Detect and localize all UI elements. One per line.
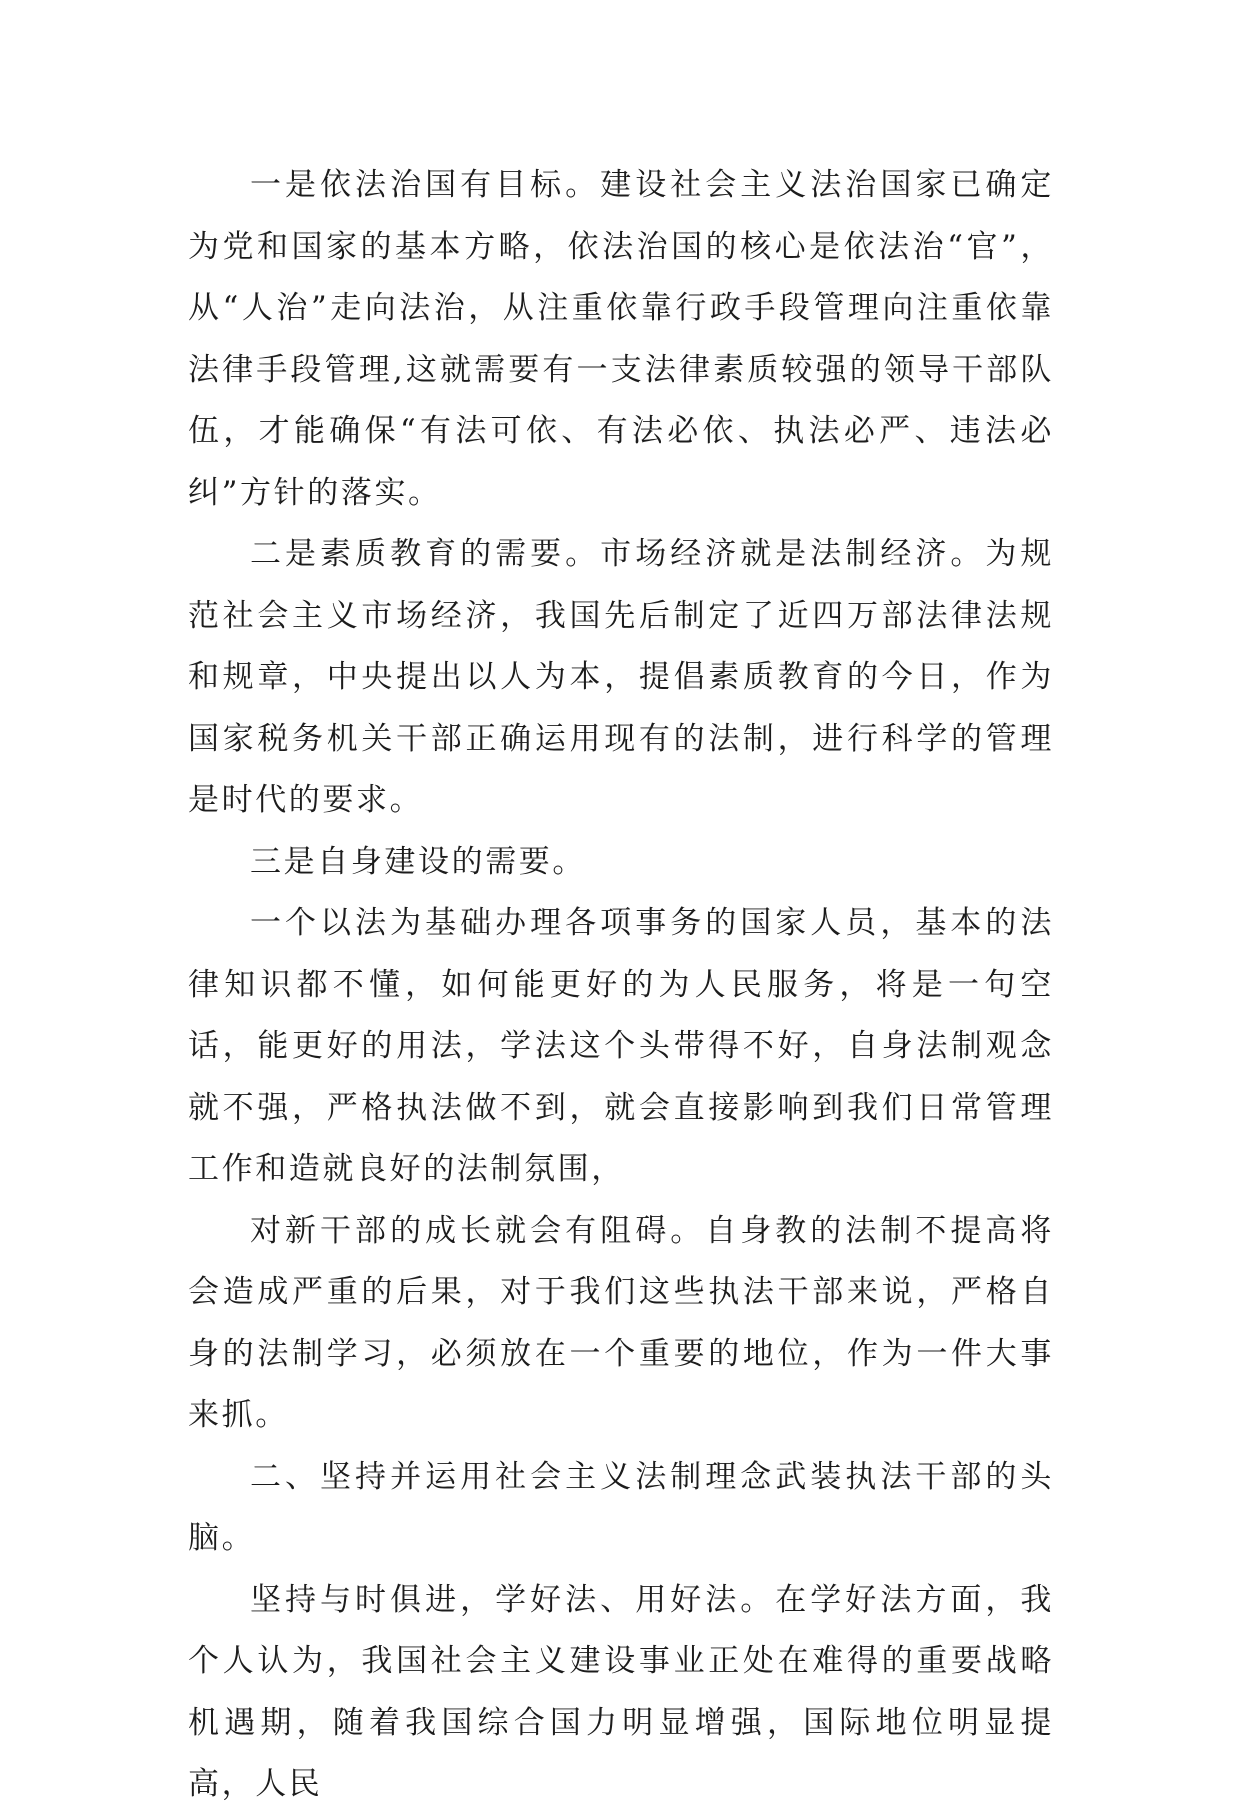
paragraph-quality-education: 二是素质教育的需要。市场经济就是法制经济。为规范社会主义市场经济，我国先后制定了近四万部法律法规和规章，中央提出以人为本，提倡素质教育的今日，作为国家税务机关干部正确运用现有的法制，进行科学的管理是时代的要求。 <box>188 536 1054 818</box>
paragraph-keep-pace: 坚持与时俱进，学好法、用好法。在学好法方面，我个人认为，我国社会主义建设事业正处在难得的重要战略机遇期，随着我国综合国力明显增强，国际地位明显提高，人民 <box>188 1581 1054 1802</box>
paragraph-legal-knowledge: 一个以法为基础办理各项事务的国家人员，基本的法律知识都不懂，如何能更好的为人民服务，将是一句空话，能更好的用法，学法这个头带得不好，自身法制观念就不强，严格执法做不到，就会直接影响到我们日常管理工作和造就良好的法制氛围， <box>188 905 1054 1187</box>
paragraph-rule-of-law-goal: 一是依法治国有目标。建设社会主义法治国家已确定为党和国家的基本方略，依法治国的核心是依法治“官”，从“人治”走向法治，从注重依靠行政手段管理向注重依靠法律手段管理,这就需要有一支法律素质较强的领导干部队伍，才能确保“有法可依、有法必依、执法必严、违法必纠”方针的落实。 <box>188 167 1054 511</box>
paragraph-new-cadres: 对新干部的成长就会有阻碍。自身教的法制不提高将会造成严重的后果，对于我们这些执法干部来说，严格自身的法制学习，必须放在一个重要的地位，作为一件大事来抓。 <box>188 1212 1054 1433</box>
document-body <box>188 155 1054 1816</box>
paragraph-self-building-heading: 三是自身建设的需要。 <box>250 843 586 880</box>
section-heading-two: 二、坚持并运用社会主义法制理念武装执法干部的头脑。 <box>188 1458 1054 1556</box>
